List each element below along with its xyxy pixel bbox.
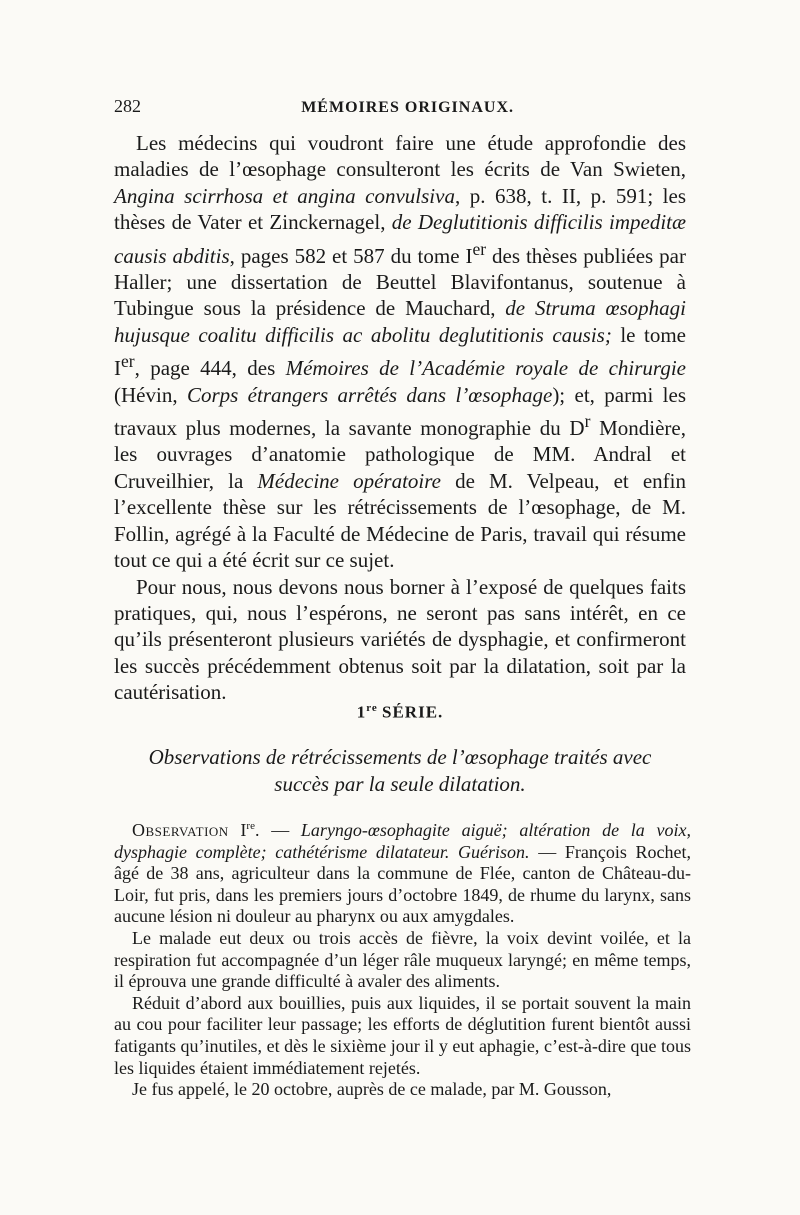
observation-paragraph-1 [114, 816, 691, 928]
italic-title: Mémoires de l’Académie royale de chirurgie [285, 356, 686, 381]
series-label: SÉRIE. [382, 702, 444, 722]
italic-title: Médecine opératoire [257, 468, 441, 493]
observation-paragraph-2: Le malade eut deux ou trois accès de fièvre, la voix devint voilée, et la respiration fut accompagnée d’un léger râle muqueux laryngé; en même temps, il éprouva une grande difficulté à avaler des aliments. [114, 927, 691, 992]
series-title-line-1: Observations de rétrécissements de l’œsophage traités avec [148, 745, 652, 769]
text-span: ); et, parmi les travaux plus modernes, la savante monographie du D [114, 382, 686, 441]
text-span: Les médecins qui voudront faire une étude approfondie des maladies de l’œsophage consulteront les écrits de Van Swieten, [114, 131, 686, 182]
main-text [114, 130, 686, 706]
italic-title: Corps étrangers arrêtés dans l’œsophage [186, 382, 553, 407]
text-span: des thèses publiées par Haller; une dissertation de Beuttel Blavifontanus, soutenue à Tubingue sous la présidence de Mauchard, [114, 243, 686, 321]
observation-paragraph-3: Réduit d’abord aux bouillies, puis aux liquides, il se portait souvent la main au cou pour faciliter leur passage; les efforts de déglutition furent bientôt aussi fatigants qu’inutiles, et dès le sixième jour il y eut aphagie, c’est-à-dire que tous les liquides étaient immédiatement rejetés. [114, 992, 691, 1078]
text-span: . — [254, 820, 301, 840]
superscript: r [584, 411, 591, 432]
text-span: , page 444, des [134, 356, 286, 381]
text-span: de M. Velpeau, et enfin l’excellente thèse sur les rétrécissements de l’œsophage, de M. Follin, agrégé à la Faculté de Médecine de Paris, travail qui résume tout ce qui a été écrit sur ce sujet. [114, 468, 686, 573]
series-heading [114, 702, 686, 723]
paragraph-1 [114, 130, 686, 574]
text-span: Mondière, les ouvrages d’anatomie pathologique de MM. Andral et Cruveilhier, la [114, 416, 686, 493]
observation-title: Laryngo-œsophagite aiguë; altération de la voix, dysphagie complète; cathétérisme dilatateur. Guérison. [114, 820, 692, 862]
page-number: 282 [114, 96, 141, 116]
observation-paragraph-4: Je fus appelé, le 20 octobre, auprès de ce malade, par M. Gousson, [132, 1079, 612, 1100]
superscript: er [121, 351, 135, 372]
italic-title: Angina scirrhosa et angina convulsiva [114, 183, 455, 208]
text-span: , p. 638, t. II, p. 591; les thèses de Vater et Zinckernagel, [114, 183, 687, 235]
text-span: (Hévin, [114, 382, 187, 407]
paragraph-2: Pour nous, nous devons nous borner à l’exposé de quelques faits pratiques, qui, nous l’espérons, ne seront pas sans intérêt, en ce qu’ils présenteront plusieurs variétés de dysphagie, et confirmeront les succès précédemment obtenus soit par la dilatation, soit par la cautérisation. [114, 574, 686, 705]
observation-text: — François Rochet, âgé de 38 ans, agriculteur dans la commune de Flée, canton de Château-du-Loir, fut pris, dans les premiers jours d’octobre 1849, de rhume du larynx, sans aucune lésion ni douleur au pharynx ou aux amygdales. [114, 841, 691, 927]
text-span: le tome I [114, 322, 686, 381]
text-span: , pages 582 et 587 du tome I [229, 243, 473, 268]
observation-block [114, 816, 691, 1101]
series-number-sup: re [366, 702, 378, 714]
italic-title: de Struma œsophagi hujusque coalitu difficilis ac abolitu deglutitionis causis; [114, 296, 686, 347]
observation-number: I [240, 820, 247, 840]
series-title-line-2: succès par la seule dilatation. [274, 772, 526, 796]
running-title: MÉMOIRES ORIGINAUX. [301, 99, 514, 116]
italic-title: de Deglutitionis difficilis impeditæ causis abditis [114, 210, 686, 268]
series-number: 1 [356, 702, 367, 722]
observation-number-sup: re [246, 820, 255, 832]
superscript: er [472, 238, 487, 259]
observation-label: Observation [132, 820, 229, 840]
page-header [114, 96, 684, 117]
series-title [114, 744, 686, 798]
